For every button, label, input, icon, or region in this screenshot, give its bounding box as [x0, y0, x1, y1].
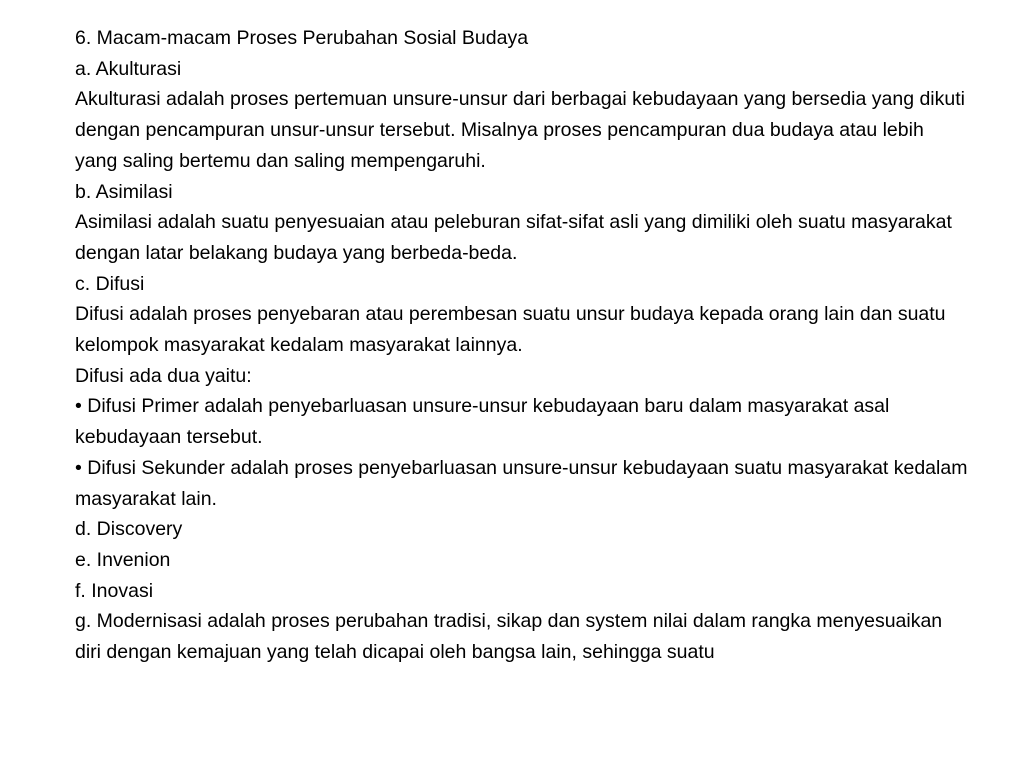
paragraph-modernisasi: g. Modernisasi adalah proses perubahan tradisi, sikap dan system nilai dalam rangka menyesuaikan diri dengan kemajuan yang telah dicapai oleh bangsa lain, sehingga suatu — [75, 610, 943, 664]
paragraph-difusi: Difusi adalah proses penyebaran atau perembesan suatu unsur budaya kepada orang lain dan suatu kelompok masyarakat kedalam masyarakat lainnya. — [75, 303, 946, 357]
heading-discovery: d. Discovery — [75, 518, 183, 541]
heading-invenion: e. Invenion — [75, 548, 171, 571]
bullet-difusi-primer: • Difusi Primer adalah penyebarluasan unsure-unsur kebudayaan baru dalam masyarakat asal kebudayaan tersebut. — [75, 395, 890, 449]
slide-title: 6. Macam-macam Proses Perubahan Sosial Budaya — [75, 27, 529, 49]
heading-asimilasi: b. Asimilasi — [75, 180, 173, 203]
paragraph-akulturasi: Akulturasi adalah proses pertemuan unsure-unsur dari berbagai kebudayaan yang bersedia yang dikuti dengan pencampuran unsur-unsur tersebut. Misalnya proses pencampuran dua budaya atau lebih yang saling bertemu dan saling mempengaruhi. — [75, 88, 965, 172]
bullet-difusi-sekunder: • Difusi Sekunder adalah proses penyebarluasan unsure-unsur kebudayaan suatu masyarakat kedalam masyarakat lain. — [75, 456, 968, 510]
paragraph-asimilasi: Asimilasi adalah suatu penyesuaian atau peleburan sifat-sifat asli yang dimiliki oleh suatu masyarakat dengan latar belakang budaya yang berbeda-beda. — [75, 211, 952, 264]
heading-akulturasi: a. Akulturasi — [75, 57, 182, 80]
heading-inovasi: f. Inovasi — [75, 579, 154, 602]
slide-content — [75, 23, 970, 668]
difusi-intro: Difusi ada dua yaitu: — [75, 364, 252, 387]
heading-difusi: c. Difusi — [75, 272, 145, 295]
